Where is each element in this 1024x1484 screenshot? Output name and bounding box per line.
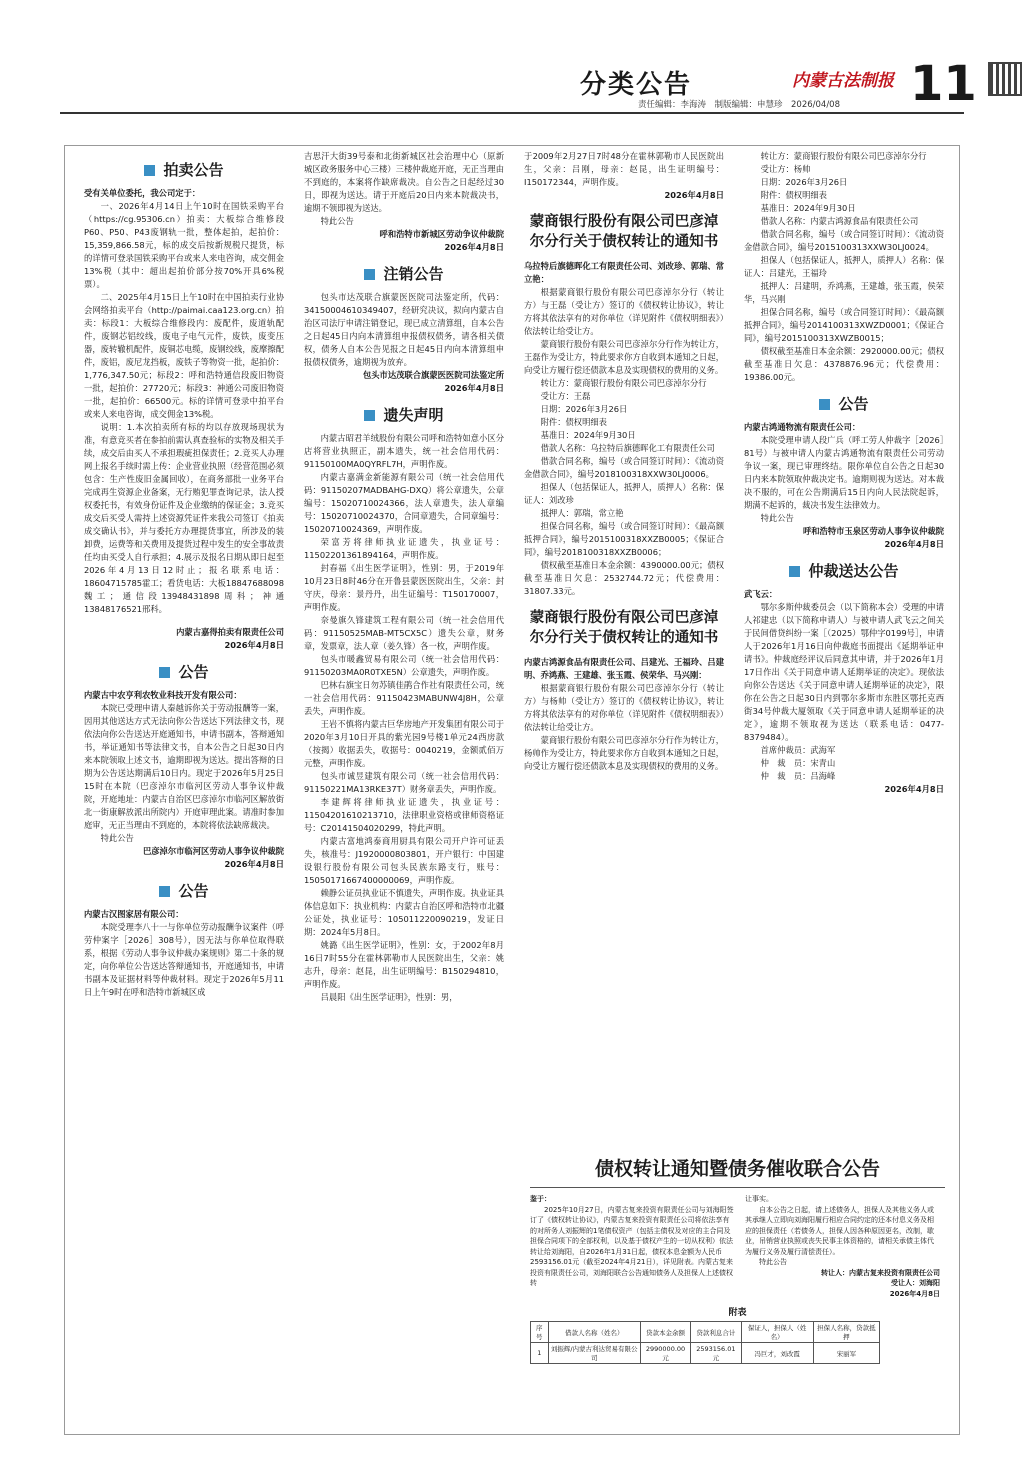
detail-line: 抵押人：吕建明，乔鸿燕，王建雄，张玉霞，侯荣华，马兴刚 [744,281,944,304]
date: 2026年4月8日 [889,1289,940,1298]
date: 2026年4月8日 [664,190,724,200]
lost-item: 赖静公证员执业证不慎遗失，声明作废。执业证具体信息如下：执业机构：内蒙古自治区呼和浩特市北疆公证处，执业证号：105011220090219，发证日期：2024年5月8日。 [304,888,504,937]
signature: 受让人：刘海阳 [891,1279,940,1287]
detail-line: 债权截至基准日本金余额：4390000.00元；债权截至基准日欠息：2532744.72元；代偿费用：31807.33元。 [524,560,724,596]
lost-item: 包头市诚昱建筑有限公司（统一社会信用代码：91150221MA13RKE37T）财务章丢失，声明作废。 [304,771,504,794]
date: 2026年4月8日 [224,859,284,869]
addressee: 内蒙古中农亨利农牧业科技开发有限公司： [84,690,242,700]
lost-item: 荣富芳将律师执业证遗失，执业证号：11502201361894164，声明作废。 [304,537,504,560]
detail-line: 受让方：杨帅 [760,164,811,174]
paragraph: 根据蒙商银行股份有限公司巴彦淖尔分行（转让方）与王磊（受让方）签订的《债权转让协议》，转让方将其依法享有的对你单位（详见附件《债权明细表》）依法转让给受让方。 [524,287,724,336]
addressee: 乌拉特后旗德晖化工有限责任公司、刘改珍、郭瑞、常立艳： [524,261,724,284]
paragraph: 蒙商银行股份有限公司巴彦淖尔分行作为转让方，杨帅作为受让方，特此要求你方自收到本通知之日起，向受让方履行偿还债款本息及实现债权的费用的义务。 [524,735,724,771]
table-cell: 刘振辉/内蒙古利达贸易有限公司 [548,1343,640,1364]
notice-body [530,1194,945,1299]
section-heading [304,406,504,424]
lost-item: 内蒙古昭君羊绒股份有限公司呼和浩特如意小区分店将营业执照正，副本遗失，统一社会信用代码：91150100MA0QYRFL7H，声明作废。 [304,433,504,469]
detail-line: 借款合同名称，编号（或合同签订时间）：《流动资金借款合同》，编号2018100318XXW30LJ0006。 [524,456,724,479]
debt-transfer-notice [530,1148,945,1428]
attachment-table [530,1321,880,1364]
section-heading [744,395,944,413]
lost-item: 李建辉将律师执业证遗失，执业证号：11504201610213710，法律职业资格或律师资格证号：C20141504020299，特此声明。 [304,797,504,833]
page-header [60,56,977,114]
section-heading [84,161,284,179]
table-cell: 贷款利息合计 [691,1322,741,1343]
section-title: 分类公告 [580,70,693,100]
signature: 呼和浩特市新城区劳动争议仲裁院 [379,229,504,239]
detail-line: 日期：2026年3月26日 [540,404,628,414]
section-heading [84,882,284,900]
table-cell: 2990000.00元 [640,1343,690,1364]
paragraph: 说明：1.本次拍卖所有标的均以存放现场现状为准，有意竞买者在参拍前需认真查验标的实物及相关手续，成交后由买人不承担瑕疵担保责任；2.竞买人办理网上报名手续时需上传：企业营业执照（经营范围必须包含：生产性废旧金属回收），在商务部批一业务平台完成再生资源企业备案，无行贿犯罪查询记录，法人授权委托书，有效身份证件及企业缴纳的保证金；3.竞买成交后买受人需持上述资源凭证件来我公司签订《拍卖成交确认书》，并与委托方办理提货事宜，所涉及的装卸费，运费等和关费用及提货过程中发生的安全事故责任均由买受人自行承担；4.展示及报名日期从即日起至2026年4月13日12时止；报名联系电话：18604715785霍工；看货电话：大板18847688098魏工；通信段13948431898周科；神通13848176521邢科。 [84,422,284,614]
table-cell: 1 [531,1343,549,1364]
detail-line: 担保人（包括保证人，抵押人，质押人）名称：保证人：刘改珍 [524,482,724,505]
paragraph: 让事实。 [745,1195,773,1203]
table-cell: 序号 [531,1322,549,1343]
section-heading [744,562,944,580]
addressee: 受有关单位委托，我公司定于： [84,188,201,198]
paragraph: 特此公告 [100,833,134,843]
arbitrator-name: 仲 裁 员：宋青山 [760,758,836,768]
table-cell: 借款人名称（姓名） [548,1322,640,1343]
table-cell: 宋丽军 [813,1343,879,1364]
detail-line: 借款人名称：乌拉特后旗德晖化工有限责任公司 [540,443,715,453]
square-bullet-icon [144,165,155,176]
body-column-right [745,1194,940,1299]
detail-lines [524,377,724,598]
paragraph: 蒙商银行股份有限公司巴彦淖尔分行作为转让方，王磊作为受让方，特此要求你方自收到本通知之日起，向受让方履行偿还债款本息及实现债权的费用的义务。 [524,339,724,375]
square-bullet-icon [364,269,375,280]
notice-title: 债权转让通知暨债务催收联合公告 [530,1148,945,1188]
lost-item: 包头市暖鑫贸易有限公司（统一社会信用代码：91150203MA0R0TXE5N）公章遗失，声明作废。 [304,654,504,677]
table-header-row [531,1322,880,1343]
detail-line: 日期：2026年3月26日 [760,177,848,187]
arbitrator-list [744,744,944,783]
paragraph: 根据蒙商银行股份有限公司巴彦淖尔分行（转让方）与杨帅（受让方）签订的《债权转让协议》，转让方将其依法享有的对你单位（详见附件《债权明细表》）依法转让给受让方。 [524,683,724,732]
lost-items-list [304,432,504,1004]
detail-line: 附件：债权明细表 [540,417,607,427]
addressee: 鉴于： [530,1195,551,1203]
paragraph: 特此公告 [320,216,354,226]
detail-line: 受让方：王磊 [540,391,591,401]
paragraph: 一、2026年4月14日上午10时在国铁采购平台（https://cg.95306.cn）拍卖：大板综合维修段P60、P50、P43废钢轨一批，整体起拍，起拍价：15,359,866.58元，标的成交后按新规税尺提货，标的详情可登录国铁采购平台或来人来电咨询，成交佣金13%税（其中：超出起拍价部分按70%开具6%税票）。 [84,201,284,289]
lost-item: 王岩不慎将内蒙古巨华房地产开发集团有限公司于2020年3月10日开具的紫光园9号楼1单元24西房款（按揭）收据丢失，收据号：0040219，金额贰佰万元整，声明作废。 [304,719,504,768]
square-bullet-icon [159,667,170,678]
lost-item: 姚潞《出生医学证明》，性别：女，于2002年8月16日7时55分在霍林郭勒市人民医院出生，父亲：姚志升，母亲：赵昆，出生证明编号：B150294810，声明作废。 [304,940,504,989]
detail-lines [744,150,944,384]
lost-item: 奈曼旗久锋建筑工程有限公司（统一社会信用代码：91150525MAB-MT5CX5C）遗失公章，财务章，发票章，法人章（姜久锋）各一枚，声明作废。 [304,615,504,651]
heading-text: 拍卖公告 [163,161,224,179]
lost-item: 内蒙古嘉满金新能源有限公司（统一社会信用代码：91150207MADBAHG-DXQ）将公章遗失，公章编号：15020710024366，法人章遗失，法人章编号：15020710024370，合同章遗失，合同章编号：15020710024369，声明作废。 [304,472,504,534]
table-cell: 担保人名称，贷款抵押 [813,1322,879,1343]
date: 2026年4月8日 [224,640,284,650]
paragraph: 吉思汗大街39号泰和北街新城区社会治理中心（原新城区政务服务中心三楼）三楼仲裁庭开庭，无正当理由不到庭的，本案将作缺席裁决。自公告之日起经过30日，即视为送达。请于开庭后20日内来本院裁决书，逾期不领即视为送达。 [304,151,504,213]
paragraph: 特此公告 [760,513,794,523]
column-2 [304,150,504,1004]
heading-text: 公告 [178,882,209,900]
table-cell: 2593156.01元 [691,1343,741,1364]
table-cell: 冯巨才，刘改霞 [741,1343,813,1364]
paragraph: 包头市达茂联合旗蒙医医院司法鉴定所，代码：34150004610349407，经研究决议，拟向内蒙古自治区司法厅申请注销登记，现已成立清算组，自本公告之日起45日内向本清算组申报债权债务，请各相关债权，债务人自本公告见报之日起45日内向本清算组申报债权债务，逾期视为放弃。 [304,292,504,367]
detail-line: 抵押人：郭瑞，常立艳 [540,508,624,518]
addressee: 内蒙古汉图家居有限公司： [84,909,184,919]
detail-line: 担保合同名称，编号（或合同签订时间）：《最高额抵押合同》，编号2014100313XWZD0001；《保证合同》，编号2015100313XWZB0015； [744,307,944,343]
section-heading [84,663,284,681]
lost-item: 巴林右旗宝日勿苏镇佳鹃合作社有限责任公司，统一社会信用代码：91150423MABUNW4J8H，公章丢失，声明作废。 [304,680,504,716]
paragraph: 自本公告之日起，请上述债务人，担保人及其他义务人或其承继人立即向刘海阳履行相应合同约定的还本付息义务及相应的担保责任（若债务人，担保人因各种原因更名，改制，歇业，吊销营业执照或丧失民事主体资格的，请相关承债主体代为履行义务及履行清偿责任）。 [745,1205,934,1256]
paragraph: 本院已受理申请人秦越诉你关于劳动报酬等一案，因用其他送达方式无法向你公告送达下列法律文书，现依法向你公告送达开庭通知书，申请书副本，答辩通知书，举证通知书等法律文书，自本公告之日起30日内来本院领取上述文书，逾期即视为送达。提出答辩的日期为公告送达期满后10日内。现定于2026年5月25日15时在本院（巴彦淖尔市临河区劳动人事争议仲裁院，开庭地址：内蒙古自治区巴彦淖尔市临河区解放街北一街康解放派出所院内）开庭审理此案。请准时参加庭审，无正当理由不到庭的，本院将依法缺席裁决。 [84,703,284,830]
notice-title: 蒙商银行股份有限公司巴彦淖尔分行关于债权转让的通知书 [529,609,719,646]
column-4 [744,150,944,796]
square-bullet-icon [789,566,800,577]
paragraph: 二、2025年4月15日上午10时在中国拍卖行业协会网络拍卖平台（http://paimai.caa123.org.cn）拍卖：标段1：大板综合维修段内：废配件，废道轨配件，废钢芯铝绞线，废电子电气元件，废铁，废变压器，废转辙机配件，废铜芯电缆，废钢绞线，废摩擦配件，废铝，废尼龙挡板，废铁子等物资一批，起拍价：1,776,347.50元；标段2：呼和浩特通信段废旧物资一批，起拍价：27720元；标段3：神通公司废旧物资一批，起拍价：66500元。标的详情可登录中拍平台或来人来电咨询，成交佣金13%税。 [84,292,284,419]
attachment-title: 附表 [728,1308,747,1318]
signature: 内蒙古嘉得拍卖有限责任公司 [176,627,284,637]
heading-text: 遗失声明 [383,406,444,424]
notice-title: 蒙商银行股份有限公司巴彦淖尔分行关于债权转让的通知书 [529,213,719,250]
signature: 转让人：内蒙古复来投资有限责任公司 [821,1268,940,1277]
detail-line: 基准日：2024年9月30日 [760,203,856,213]
paragraph: 本院受理申请人段广兵（呼工劳人仲裁字［2026］81号）与被申请人内蒙古鸿通物流有限责任公司劳动争议一案，现已审理终结。限你单位自公告之日起30日内来本院领取仲裁决定书。逾期则视为送达。对本裁决不服的，可在公告期满后15日内向人民法院起诉，期满不起诉的，裁决书发生法律效力。 [744,435,944,510]
arbitrator-name: 仲 裁 员：吕海峰 [760,771,836,781]
table-row [531,1343,880,1364]
detail-line: 借款合同名称，编号（或合同签订时间）：《流动资金借款合同》，编号2015100313XXW30LJ0024。 [744,229,944,252]
date: 2026年4月8日 [444,242,504,252]
detail-line: 借款人名称：内蒙古鸿源食品有限责任公司 [760,216,919,226]
column-3 [524,150,724,773]
qr-code-icon [988,62,1022,96]
square-bullet-icon [819,399,830,410]
detail-line: 担保人（包括保证人，抵押人，质押人）名称：保证人：吕建光，王福玲 [744,255,944,278]
page-number: 11 [910,56,977,112]
detail-line: 担保合同名称，编号（或合同签订时间）：《最高额抵押合同》，编号2015100318XXZB0005；《保证合同》，编号2018100318XXZB0006； [524,521,724,557]
body-column-left [530,1194,735,1299]
table-cell: 保证人，担保人（姓名） [741,1322,813,1343]
section-heading [304,265,504,283]
date: 2026年4月8日 [884,784,944,794]
addressee: 内蒙古鸿源食品有限责任公司、吕建光、王福玲、吕建明、乔鸿燕、王建雄、张玉霞、侯荣华、马兴刚： [524,657,724,680]
heading-text: 注销公告 [383,265,444,283]
detail-line: 债权截至基准日本金余额：2920000.00元；债权截至基准日欠息：4378876.96元；代偿费用：19386.00元。 [744,346,944,382]
addressee: 武飞云： [744,589,778,599]
paragraph: 特此公告 [759,1258,787,1266]
lost-item: 封春福《出生医学证明》，性别：男，于2019年10月23日8时46分在开鲁县蒙医医院出生，父亲：封守庆，母亲：景丹丹，出生证编号：T150170007，声明作废。 [304,563,504,612]
date: 2026年4月8日 [884,539,944,549]
detail-line: 附件：债权明细表 [760,190,827,200]
detail-line: 基准日：2024年9月30日 [540,430,636,440]
signature: 呼和浩特市玉泉区劳动人事争议仲裁院 [802,526,944,536]
lost-item: 内蒙古富地鸿泰商用厨具有限公司开户许可证丢失，核准号：J1920000803801，开户银行：中国建设银行股份有限公司包头民族东路支行，账号：15050171667400000069，声明作废。 [304,836,504,885]
paragraph: 本院受理李八十一与你单位劳动报酬争议案件（呼劳仲案字［2026］308号），因无法与你单位取得联系，根据《劳动人事争议仲裁办案规则》第二十条的规定，向你单位公告送达答辩通知书，开庭通知书，申请书副本及证据材料等仲裁材料。现定于2026年5月11日上午9时在呼和浩特市新城区成 [84,922,284,997]
heading-text: 公告 [838,395,869,413]
detail-line: 转让方：蒙商银行股份有限公司巴彦淖尔分行 [540,378,707,388]
square-bullet-icon [159,886,170,897]
detail-line: 转让方：蒙商银行股份有限公司巴彦淖尔分行 [760,151,927,161]
column-1 [84,150,284,999]
lost-item: 吕晨阳《出生医学证明》，性别：男， [320,992,458,1002]
table-cell: 贷款本金余额 [640,1322,690,1343]
paragraph: 2025年10月27日，内蒙古复来投资有限责任公司与刘海阳签订了《债权转让协议》，内蒙古复来投资有限责任公司将依法享有的对所务人刘振辉的1笔债权资产（包括主债权及对应的主合同及担保合同项下的全部权利，以及基于债权产生的一切从权利）依法转让给刘海阳，自2026年1月31日起，债权本息金额为人民币2593156.01元（截至2024年4月21日），详见附表。内蒙古复来投资有限责任公司，刘海阳联合公告通知债务人及担保人上述债权转 [530,1205,734,1287]
date: 2026年4月8日 [444,383,504,393]
heading-text: 公告 [178,663,209,681]
square-bullet-icon [364,410,375,421]
arbitrator-name: 首席仲裁员：武海军 [760,745,836,755]
newspaper-logo: 内蒙古法制报 [792,71,894,91]
editor-line: 责任编辑：李海涛 制版编辑：申慧珍 2026/04/08 [638,100,840,110]
addressee: 内蒙古鸿通物流有限责任公司： [744,422,861,432]
paragraph: 于2009年2月27日7时48分在霍林郭勒市人民医院出生，父亲：吕刚，母亲：赵昆，出生证明编号：I150172344，声明作废。 [524,151,724,187]
paragraph: 鄂尔多斯仲裁委员会（以下简称本会）受理的申请人祁建忠（以下简称申请人）与被申请人武飞云之间关于民间借贷纠纷一案［（2025）鄂仲字0199号］，申请人于2026年1月16日向仲裁庭书面提出《延期举证申请书》。仲裁庭经评议后同意其申请，并于2026年1月17日作出《关于同意申请人延期举证的决定》。现依法向你公告送达《关于同意申请人延期举证的决定》，限你在公告之日起30日内到鄂尔多斯市东胜区鄂托克西街34号仲裁大厦领取《关于同意申请人延期举证的决定》，逾期不领取视为送达（联系电话：0477-8379484）。 [744,602,944,742]
heading-text: 仲裁送达公告 [808,562,899,580]
signature: 包头市达茂联合旗蒙医医院司法鉴定所 [362,370,504,380]
signature: 巴彦淖尔市临河区劳动人事争议仲裁院 [142,846,284,856]
